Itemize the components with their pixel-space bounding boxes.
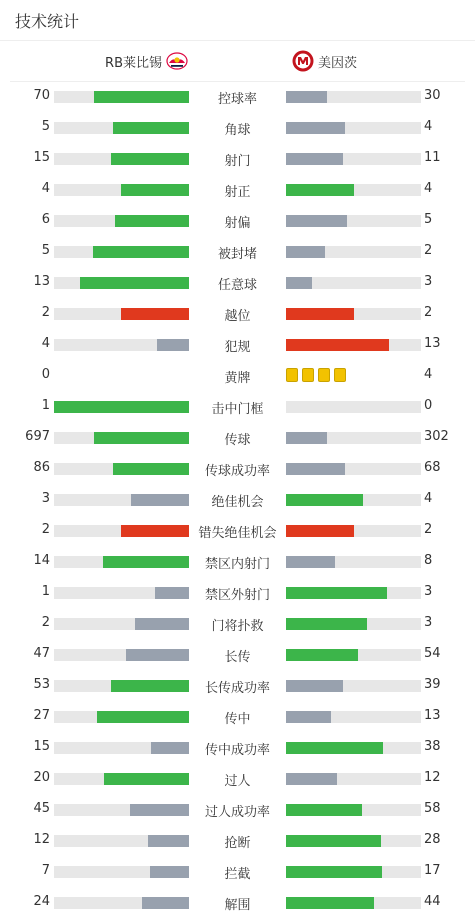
home-stat-bar-fill	[104, 773, 189, 785]
stat-label: 射正	[224, 185, 251, 200]
away-stat-bar-track	[286, 277, 421, 289]
home-stat-bar-fill	[148, 835, 189, 847]
away-stat-bar-track	[286, 246, 421, 258]
home-stat-value: 7	[41, 863, 50, 878]
home-stat-bar-fill	[97, 711, 189, 723]
home-stat-bar-fill	[121, 308, 189, 320]
away-stat-value: 4	[424, 491, 433, 506]
stat-row	[0, 888, 475, 919]
away-team-name: 美因茨	[318, 55, 358, 71]
home-stat-value: 5	[41, 243, 50, 258]
away-stat-value: 13	[424, 336, 441, 351]
away-stat-bar-fill	[286, 618, 367, 630]
home-stat-bar-fill	[135, 618, 189, 630]
away-stat-value: 302	[424, 429, 449, 444]
home-stat-value: 697	[25, 429, 50, 444]
stat-label: 射门	[224, 154, 251, 169]
home-stat-value: 53	[33, 677, 50, 692]
away-stat-bar-track	[286, 804, 421, 816]
away-stat-value: 4	[424, 181, 433, 196]
stat-label: 任意球	[217, 278, 257, 293]
home-stat-bar-fill	[126, 649, 189, 661]
home-stat-bar-fill	[111, 153, 189, 165]
away-stat-bar-track	[286, 587, 421, 599]
stat-row	[0, 113, 475, 144]
away-stat-bar-fill	[286, 91, 327, 103]
home-stat-value: 14	[33, 553, 50, 568]
home-stat-bar-track	[54, 432, 189, 444]
away-yellow-cards	[286, 368, 350, 382]
stat-row	[0, 330, 475, 361]
home-stat-value: 12	[33, 832, 50, 847]
stat-row	[0, 764, 475, 795]
home-stat-value: 1	[41, 398, 50, 413]
page-title: 技术统计	[15, 12, 80, 31]
away-stat-bar-fill	[286, 246, 325, 258]
home-stat-bar-track	[54, 711, 189, 723]
away-stat-bar-track	[286, 401, 421, 413]
stat-label: 抢断	[224, 836, 251, 851]
yellow-card-icon	[318, 368, 330, 382]
home-stat-value: 2	[41, 305, 50, 320]
home-stat-bar-track	[54, 91, 189, 103]
away-stat-bar-fill	[286, 680, 343, 692]
away-stat-bar-track	[286, 339, 421, 351]
stat-row	[0, 268, 475, 299]
stat-row	[0, 640, 475, 671]
stat-row	[0, 826, 475, 857]
away-stat-bar-track	[286, 184, 421, 196]
home-stat-bar-fill	[130, 804, 189, 816]
home-stat-bar-track	[54, 556, 189, 568]
home-stat-value: 2	[41, 522, 50, 537]
away-stat-bar-fill	[286, 277, 312, 289]
home-stat-bar-track	[54, 866, 189, 878]
stat-label: 解围	[224, 898, 251, 913]
stat-label: 过人	[224, 774, 251, 789]
away-stat-bar-track	[286, 308, 421, 320]
away-stat-value: 2	[424, 243, 433, 258]
away-stat-bar-track	[286, 866, 421, 878]
home-stat-value: 70	[33, 88, 50, 103]
away-stat-bar-fill	[286, 184, 354, 196]
home-stat-value: 4	[41, 181, 50, 196]
away-stat-bar-fill	[286, 711, 331, 723]
home-stat-bar-track	[54, 897, 189, 909]
home-stat-value: 2	[41, 615, 50, 630]
stat-label: 角球	[224, 123, 251, 138]
stat-label: 绝佳机会	[211, 495, 264, 510]
home-stat-bar-fill	[94, 91, 189, 103]
away-stat-bar-track	[286, 556, 421, 568]
home-stat-value: 15	[33, 150, 50, 165]
stat-row	[0, 361, 475, 392]
away-stat-value: 4	[424, 119, 433, 134]
away-stat-value: 68	[424, 460, 441, 475]
stat-row	[0, 423, 475, 454]
stat-row	[0, 144, 475, 175]
home-stat-value: 5	[41, 119, 50, 134]
away-stat-bar-fill	[286, 432, 327, 444]
away-stat-value: 44	[424, 894, 441, 909]
stat-label: 控球率	[217, 92, 257, 107]
home-stat-bar-fill	[151, 742, 189, 754]
away-stat-bar-fill	[286, 525, 354, 537]
home-stat-bar-track	[54, 525, 189, 537]
home-stat-bar-track	[54, 742, 189, 754]
home-team-name: RB莱比锡	[105, 55, 162, 71]
away-stat-value: 2	[424, 305, 433, 320]
stat-label: 过人成功率	[204, 805, 270, 820]
stat-row	[0, 454, 475, 485]
away-stat-bar-track	[286, 711, 421, 723]
stat-label: 击中门框	[211, 402, 264, 417]
away-stat-bar-track	[286, 463, 421, 475]
home-stat-bar-track	[54, 401, 189, 413]
away-stat-bar-fill	[286, 556, 335, 568]
home-stat-bar-track	[54, 184, 189, 196]
home-stat-bar-track	[54, 277, 189, 289]
home-stat-bar-track	[54, 153, 189, 165]
home-stat-bar-fill	[113, 122, 189, 134]
away-stat-bar-fill	[286, 835, 381, 847]
away-stat-bar-track	[286, 91, 421, 103]
away-stat-bar-fill	[286, 463, 345, 475]
home-stat-bar-track	[54, 618, 189, 630]
stat-label: 门将扑救	[211, 619, 264, 634]
home-stat-bar-track	[54, 835, 189, 847]
home-stat-value: 4	[41, 336, 50, 351]
away-stat-bar-fill	[286, 804, 362, 816]
away-stat-bar-fill	[286, 215, 347, 227]
stat-label: 拦截	[224, 867, 251, 882]
away-stat-bar-fill	[286, 866, 382, 878]
away-stat-bar-track	[286, 215, 421, 227]
stat-label: 被封堵	[217, 247, 257, 262]
stat-row	[0, 609, 475, 640]
stat-label: 长传	[224, 650, 251, 665]
stat-row	[0, 702, 475, 733]
stat-label: 黄牌	[224, 371, 251, 386]
home-stat-bar-fill	[121, 525, 189, 537]
home-stat-bar-track	[54, 494, 189, 506]
away-stat-bar-track	[286, 649, 421, 661]
stat-label: 传中	[224, 712, 251, 727]
away-stat-bar-fill	[286, 494, 363, 506]
home-stat-value: 45	[33, 801, 50, 816]
away-team[interactable]	[292, 41, 357, 81]
home-stat-bar-track	[54, 649, 189, 661]
away-stat-bar-track	[286, 742, 421, 754]
stat-row	[0, 578, 475, 609]
stats-list	[0, 82, 475, 919]
away-stat-bar-track	[286, 494, 421, 506]
stat-row	[0, 392, 475, 423]
home-stat-bar-fill	[80, 277, 189, 289]
away-stat-value: 39	[424, 677, 441, 692]
away-stat-value: 4	[424, 367, 433, 382]
home-stat-value: 24	[33, 894, 50, 909]
stat-row	[0, 299, 475, 330]
home-stat-bar-fill	[131, 494, 189, 506]
home-stat-value: 1	[41, 584, 50, 599]
away-stat-bar-fill	[286, 649, 358, 661]
teams-header	[10, 41, 465, 82]
stat-row	[0, 795, 475, 826]
stat-label: 错失绝佳机会	[198, 526, 277, 541]
away-stat-bar-track	[286, 122, 421, 134]
home-stat-value: 86	[33, 460, 50, 475]
away-stat-bar-track	[286, 897, 421, 909]
stat-row	[0, 237, 475, 268]
away-stat-value: 54	[424, 646, 441, 661]
away-stat-value: 2	[424, 522, 433, 537]
home-stat-value: 3	[41, 491, 50, 506]
stat-label: 犯规	[224, 340, 251, 355]
stat-row	[0, 82, 475, 113]
away-stat-value: 38	[424, 739, 441, 754]
away-stat-value: 3	[424, 615, 433, 630]
away-stat-bar-track	[286, 525, 421, 537]
home-stat-bar-track	[54, 122, 189, 134]
home-stat-value: 27	[33, 708, 50, 723]
home-stat-value: 0	[41, 367, 50, 382]
away-stat-value: 28	[424, 832, 441, 847]
home-stat-bar-fill	[157, 339, 189, 351]
stat-row	[0, 671, 475, 702]
home-stat-bar-fill	[150, 866, 189, 878]
mainz-logo-icon	[292, 50, 314, 72]
home-stat-bar-track	[54, 587, 189, 599]
away-stat-bar-fill	[286, 587, 387, 599]
stat-label: 禁区内射门	[204, 557, 270, 572]
home-stat-bar-fill	[113, 463, 189, 475]
away-stat-bar-fill	[286, 153, 343, 165]
away-stat-value: 8	[424, 553, 433, 568]
home-stat-bar-track	[54, 680, 189, 692]
away-stat-bar-fill	[286, 773, 337, 785]
away-stat-bar-fill	[286, 897, 374, 909]
away-stat-value: 30	[424, 88, 441, 103]
home-stat-value: 20	[33, 770, 50, 785]
stat-label: 传中成功率	[204, 743, 270, 758]
away-stat-value: 3	[424, 274, 433, 289]
away-stat-bar-track	[286, 680, 421, 692]
yellow-card-icon	[334, 368, 346, 382]
home-stat-value: 47	[33, 646, 50, 661]
away-stat-bar-fill	[286, 308, 354, 320]
home-stat-value: 13	[33, 274, 50, 289]
away-stat-bar-fill	[286, 339, 389, 351]
header	[0, 0, 475, 41]
away-stat-value: 5	[424, 212, 433, 227]
away-stat-bar-track	[286, 773, 421, 785]
stat-label: 射偏	[224, 216, 251, 231]
home-stat-bar-track	[54, 215, 189, 227]
home-stat-bar-track	[54, 308, 189, 320]
home-stat-bar-fill	[93, 246, 189, 258]
away-stat-bar-track	[286, 618, 421, 630]
away-stat-bar-fill	[286, 742, 383, 754]
home-stat-bar-fill	[155, 587, 189, 599]
stat-row	[0, 516, 475, 547]
home-stat-bar-fill	[103, 556, 189, 568]
away-stat-value: 17	[424, 863, 441, 878]
away-stat-bar-track	[286, 432, 421, 444]
away-stat-bar-track	[286, 835, 421, 847]
stat-row	[0, 175, 475, 206]
home-stat-bar-fill	[111, 680, 189, 692]
home-stat-value: 6	[41, 212, 50, 227]
rb-leipzig-logo-icon	[166, 50, 188, 72]
home-stat-bar-track	[54, 246, 189, 258]
home-stat-value: 15	[33, 739, 50, 754]
home-stat-bar-fill	[54, 401, 189, 413]
stat-label: 越位	[224, 309, 251, 324]
away-stat-value: 0	[424, 398, 433, 413]
away-stat-value: 58	[424, 801, 441, 816]
stat-row	[0, 547, 475, 578]
home-team[interactable]	[105, 41, 188, 81]
yellow-card-icon	[302, 368, 314, 382]
home-stat-bar-track	[54, 804, 189, 816]
stat-row	[0, 733, 475, 764]
stat-row	[0, 857, 475, 888]
home-stat-bar-track	[54, 463, 189, 475]
home-stat-bar-fill	[121, 184, 189, 196]
away-stat-bar-fill	[286, 122, 345, 134]
home-stat-bar-fill	[142, 897, 189, 909]
away-stat-value: 13	[424, 708, 441, 723]
stat-label: 禁区外射门	[204, 588, 270, 603]
away-stat-bar-track	[286, 153, 421, 165]
yellow-card-icon	[286, 368, 298, 382]
home-stat-bar-track	[54, 339, 189, 351]
away-stat-value: 11	[424, 150, 441, 165]
stat-label: 长传成功率	[204, 681, 270, 696]
stat-label: 传球成功率	[204, 464, 270, 479]
stat-label: 传球	[224, 433, 251, 448]
home-stat-bar-track	[54, 773, 189, 785]
away-stat-value: 12	[424, 770, 441, 785]
away-stat-value: 3	[424, 584, 433, 599]
stat-row	[0, 485, 475, 516]
stat-row	[0, 206, 475, 237]
home-stat-bar-fill	[115, 215, 189, 227]
home-stat-bar-fill	[94, 432, 189, 444]
